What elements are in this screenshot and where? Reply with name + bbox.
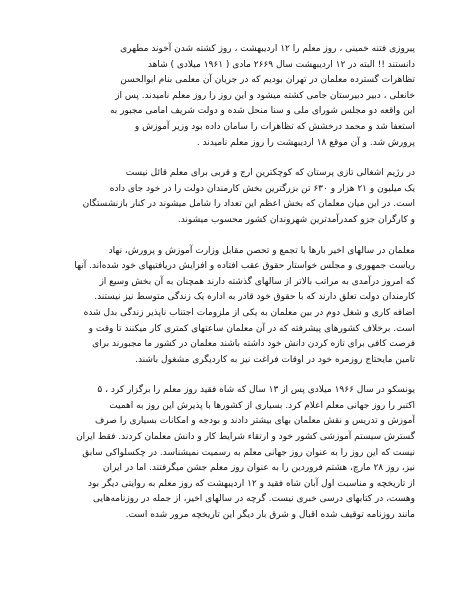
text-line: یونسکو در سال ۱۹۶۶ میلادی پس از ۱۳ سال که شاه فقید روز معلم را برگزار کرد ، ۵ xyxy=(97,385,415,396)
text-line: معلمان در سالهای اخیر بارها با تجمع و تحصن مقابل وزارت آموزش و پرورش، نهاد xyxy=(108,245,415,256)
paragraph-4 xyxy=(48,383,415,523)
text-line: استعفا شد و محمد درخشش که تظاهرات را سامان داده بود وزیر آموزش و xyxy=(134,121,415,132)
text-line: از تاریخچه و مناسبت اول آبان شاه فقید و ۱۲ اردیبهشت که روز معلم به روایتی دیگر بود xyxy=(87,478,415,489)
text-line: نیست که این روز را به عنوان روز جهانی معلم به رسمیت نمیشناسد. در چکسلواکی سابق xyxy=(82,447,415,458)
text-line: پرورش شد. و آن موقع ۱۸ اردیبهشت را روز معلم نامیدند . xyxy=(196,137,415,148)
text-line: است. در این میان معلمان که بخش اعظم این تعداد را شامل میشوند در کنار بازنشستگان xyxy=(82,199,415,210)
text-line: مانند روزنامه توقیف شده اقبال و شرق بار دیگر این تاریخچه مرور شده است. xyxy=(125,510,415,521)
text-line: تامین مایحتاج روزمره خود در اوقات فراغت نیز به کاردیگری مشغول باشند. xyxy=(135,354,415,365)
text-line: این واقعه دو مجلس شورای ملی و سنا منحل شده و دولت شریف امامی مجبور به xyxy=(109,106,415,117)
text-line: و کارگران جزو کمدرآمدترین شهروندان کشور محسوب میشوند. xyxy=(177,214,415,225)
text-line: پیروزی فتنه خمینی ، روز معلم را ۱۲ اردیبهشت ، روز کشته شدن آخوند مطهری xyxy=(120,44,415,54)
paragraph-2 xyxy=(48,166,415,228)
text-line: کارمندان دولت تعلق دارند که با حقوق خود قادر به اداره یک زندگی متوسط نیز نیستند. xyxy=(94,292,415,303)
paragraph-1 xyxy=(48,42,415,151)
text-line: آموزش و تدریس و نقش معلمان بهای بیشتر دادند و بودجه و امکانات بسیاری را صرف xyxy=(95,416,415,427)
text-line: وهست، در کتابهای درسی خبری نیست. گرچه در سالهای اخیر، از جمله در روزنامه‌هایی xyxy=(92,494,415,505)
text-line: اضافه کاری و شغل دوم در بین معلمان به یکی از ملزومات اجتناب ناپذیر زندگی بدل شده xyxy=(83,307,415,318)
paragraph-3 xyxy=(48,244,415,369)
text-line: تظاهرات گسترده معلمان در تهران بودیم که در جریان آن معلمی بنام ابوالحسن xyxy=(120,75,415,86)
text-line: در رژیم اشغالی تازی پرستان که کوچکترین ارج و قربی برای معلم قائل نیست xyxy=(125,168,415,179)
text-line: نیز، روز ۲۸ مارچ، هشتم فروردین را به عنوان روز معلم جشن میگرفتند. اما در ایران xyxy=(102,463,415,474)
text-line: یک میلیون و ۲۱ هزار و ۶۳۰ تن بزرگترین بخش کارمندان دولت را در خود جای داده xyxy=(109,183,415,194)
text-line: فرصت کافی برای تازه کردن دانش خود داشته باشند معلمان در کشور ما مجبورند برای xyxy=(92,339,415,350)
text-line: خانعلی ، دبیر دبیرستان جامی کشته میشود و این روز را روز معلم نامیدند. پس از xyxy=(115,90,415,101)
text-line: دانستند !! البته در ۱۲ اردیبهشت سال ۲۶۶۹ مادی ( ۱۹۶۱ میلادی ) شاهد xyxy=(147,59,415,70)
text-line: اکتبر را روز جهانی معلم اعلام کرد. بسیاری از کشورها با پذیرش این روز به اهمیت xyxy=(109,400,415,411)
text-line: ریاست جمهوری و مجلس خواستار حقوق عقب افتاده و افزایش دریافتیهای خود شده‌اند. آنها xyxy=(74,261,415,272)
text-line: است. برخلاف کشورهای پیشرفته که در آن معلمان ساعتهای کمتری کار میکنند تا وقت و xyxy=(88,323,415,334)
text-line: گسترش سیستم آموزشی کشور خود و ارتقاء شرایط کار و دانش معلمان کردند. فقط ایران xyxy=(76,432,415,443)
text-line: که امروز درآمدی به مراتب بالاتر از سالهای گذشته دارند همچنان به آن بخش وسیع از xyxy=(99,276,415,287)
